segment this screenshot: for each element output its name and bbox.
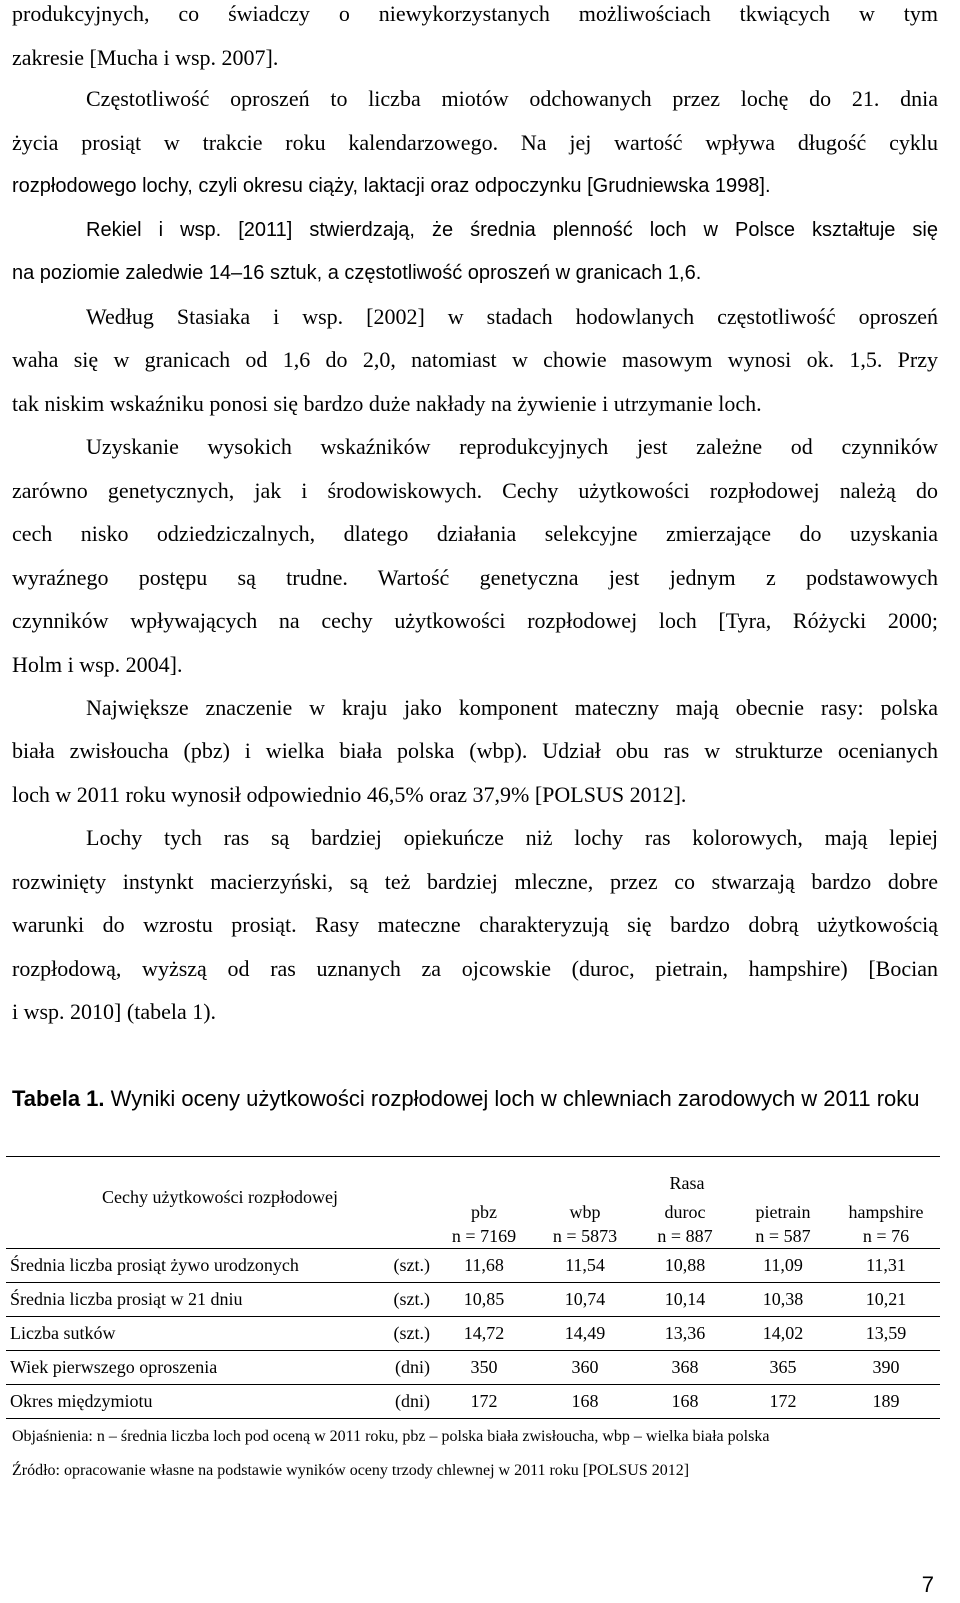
body-line: wyraźnego postępu są trudne. Wartość genetyczna jest jednym z podstawowych (12, 565, 938, 590)
cell-value: 11,09 (734, 1249, 832, 1283)
breed-header-pietrain (734, 1200, 832, 1249)
breed-name: duroc (664, 1202, 706, 1222)
table-caption-label: Tabela 1. (12, 1086, 105, 1111)
body-line: Według Stasiaka i wsp. [2002] w stadach hodowlanych częstotliwość oproszeń (86, 304, 938, 329)
breed-header-pbz (434, 1200, 534, 1249)
body-line: biała zwisłoucha (pbz) i wielka biała polska (wbp). Udział obu ras w strukturze ocenianych (12, 738, 938, 763)
cell-value: 365 (734, 1351, 832, 1385)
table-row (6, 1283, 940, 1317)
breed-n: n = 587 (755, 1226, 811, 1246)
body-line: Holm i wsp. 2004]. (12, 652, 183, 677)
body-line: rozwinięty instynkt macierzyński, są też bardziej mleczne, przez co stwarzają bardzo dobre (12, 869, 938, 894)
breed-n: n = 7169 (451, 1226, 517, 1246)
cell-value: 13,59 (832, 1317, 940, 1351)
cell-value: 11,68 (434, 1249, 534, 1283)
body-line: Rekiel i wsp. [2011] stwierdzają, że średnia plenność loch w Polsce kształtuje się (86, 219, 938, 241)
breed-n: n = 76 (862, 1226, 910, 1246)
cell-value: 10,74 (534, 1283, 636, 1317)
breed-name: pbz (471, 1202, 497, 1222)
body-line: loch w 2011 roku wynosił odpowiednio 46,5% oraz 37,9% [POLSUS 2012]. (12, 782, 687, 807)
body-line: Lochy tych ras są bardziej opiekuńcze niż lochy ras kolorowych, mają lepiej (86, 825, 938, 850)
body-line: waha się w granicach od 1,6 do 2,0, natomiast w chowie masowym wynosi ok. 1,5. Przy (12, 347, 938, 372)
body-line: produkcyjnych, co świadczy o niewykorzystanych możliwościach tkwiących w tym (12, 1, 938, 26)
cell-value: 168 (636, 1385, 734, 1419)
body-line: Częstotliwość oproszeń to liczba miotów odchowanych przez lochę do 21. dnia (86, 86, 938, 111)
body-line: i wsp. 2010] (tabela 1). (12, 999, 217, 1024)
cell-value: 168 (534, 1385, 636, 1419)
row-label: Wiek pierwszego oproszenia (6, 1351, 378, 1385)
table-body (6, 1249, 940, 1419)
row-unit: (szt.) (378, 1317, 434, 1351)
breed-header-duroc (636, 1200, 734, 1249)
cell-value: 11,54 (534, 1249, 636, 1283)
table-row (6, 1317, 940, 1351)
cell-value: 14,02 (734, 1317, 832, 1351)
cell-value: 14,72 (434, 1317, 534, 1351)
results-table (6, 1156, 940, 1419)
body-line: rozpłodowego lochy, czyli okresu ciąży, laktacji oraz odpoczynku [Grudniewska 1998]. (12, 175, 771, 197)
row-label: Liczba sutków (6, 1317, 378, 1351)
cell-value: 14,49 (534, 1317, 636, 1351)
breed-n: n = 887 (657, 1226, 713, 1246)
body-line: życia prosiąt w trakcie roku kalendarzowego. Na jej wartość wpływa długość cyklu (12, 130, 938, 155)
row-label: Okres międzymiotu (6, 1385, 378, 1419)
cell-value: 10,85 (434, 1283, 534, 1317)
breed-n: n = 5873 (552, 1226, 618, 1246)
row-unit: (dni) (378, 1385, 434, 1419)
cell-value: 10,38 (734, 1283, 832, 1317)
body-line: tak niskim wskaźniku ponosi się bardzo duże nakłady na żywienie i utrzymanie loch. (12, 391, 762, 416)
cell-value: 172 (434, 1385, 534, 1419)
body-line: czynników wpływających na cechy użytkowości rozpłodowej loch [Tyra, Różycki 2000; (12, 608, 938, 633)
cell-value: 368 (636, 1351, 734, 1385)
body-line: na poziomie zaledwie 14–16 sztuk, a częstotliwość oproszeń w granicach 1,6. (12, 262, 702, 284)
table-caption (12, 1084, 942, 1114)
breed-header-hampshire (832, 1200, 940, 1249)
table-row (6, 1351, 940, 1385)
breed-group-header: Rasa (434, 1157, 940, 1201)
table-row (6, 1385, 940, 1419)
breed-name: wbp (569, 1202, 601, 1222)
body-line: Uzyskanie wysokich wskaźników reprodukcyjnych jest zależne od czynników (86, 434, 938, 459)
cell-value: 10,88 (636, 1249, 734, 1283)
cell-value: 390 (832, 1351, 940, 1385)
body-line: Największe znaczenie w kraju jako komponent mateczny mają obecnie rasy: polska (86, 695, 938, 720)
table-header-row-1 (6, 1157, 940, 1201)
cell-value: 350 (434, 1351, 534, 1385)
row-label: Średnia liczba prosiąt w 21 dniu (6, 1283, 378, 1317)
feature-header: Cechy użytkowości rozpłodowej (6, 1157, 434, 1249)
breed-name: hampshire (848, 1202, 924, 1222)
row-unit: (szt.) (378, 1283, 434, 1317)
table-source: Źródło: opracowanie własne na podstawie wyników oceny trzody chlewnej w 2011 roku [POLSUS 2012] (12, 1462, 690, 1479)
breed-name: pietrain (755, 1202, 811, 1222)
cell-value: 11,31 (832, 1249, 940, 1283)
breed-header-wbp (534, 1200, 636, 1249)
body-line: warunki do wzrostu prosiąt. Rasy mateczne charakteryzują się bardzo dobrą użytkowością (12, 912, 938, 937)
table-row (6, 1249, 940, 1283)
cell-value: 172 (734, 1385, 832, 1419)
cell-value: 189 (832, 1385, 940, 1419)
page-number: 7 (921, 1572, 934, 1597)
cell-value: 13,36 (636, 1317, 734, 1351)
body-line: zarówno genetycznych, jak i środowiskowych. Cechy użytkowości rozpłodowej należą do (12, 478, 938, 503)
table-caption-text: Wyniki oceny użytkowości rozpłodowej loch w chlewniach zarodowych w 2011 roku (104, 1086, 920, 1111)
body-line: cech nisko odziedziczalnych, dlatego działania selekcyjne zmierzające do uzyskania (12, 521, 938, 546)
body-line: zakresie [Mucha i wsp. 2007]. (12, 45, 279, 70)
row-unit: (szt.) (378, 1249, 434, 1283)
cell-value: 10,14 (636, 1283, 734, 1317)
body-line: rozpłodową, wyższą od ras uznanych za ojcowskie (duroc, pietrain, hampshire) [Bocian (12, 956, 938, 981)
cell-value: 360 (534, 1351, 636, 1385)
cell-value: 10,21 (832, 1283, 940, 1317)
row-label: Średnia liczba prosiąt żywo urodzonych (6, 1249, 378, 1283)
table-note: Objaśnienia: n – średnia liczba loch pod oceną w 2011 roku, pbz – polska biała zwisłoucha, wbp – wielka biała polska (12, 1428, 770, 1445)
row-unit: (dni) (378, 1351, 434, 1385)
